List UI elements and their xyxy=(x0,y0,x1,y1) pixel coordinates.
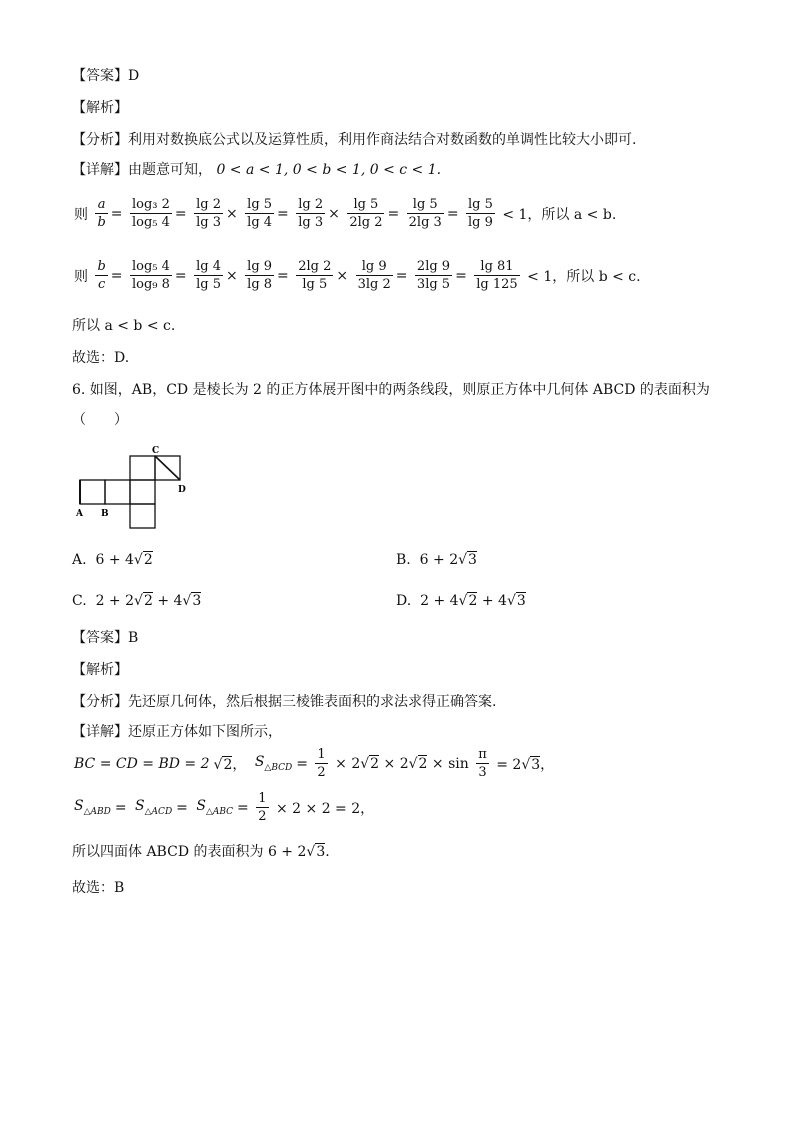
option-C: C. 2 + 2√2 + 4√3 xyxy=(72,593,202,609)
frac-lg: $\frac{2\lg 2}{\lg 5}$ xyxy=(298,259,332,292)
xiangjie-text: 由题意可知， xyxy=(128,162,212,178)
frac-lg: $\frac{\lg 81}{\lg 125}$ xyxy=(476,259,518,292)
ratio-bc-tail: < 1，所以 b < c. xyxy=(527,268,641,285)
answer-value: D xyxy=(128,68,140,84)
frac-lg: $\frac{\lg 9}{3\lg 2}$ xyxy=(357,259,391,292)
fenxi-label: 【分析】 xyxy=(72,694,128,710)
analysis-label: 【解析】 xyxy=(72,100,128,116)
label-C: C xyxy=(152,446,160,456)
choice-5: 故选：D. xyxy=(72,350,130,366)
option-A: A. 6 + 4√2 xyxy=(72,552,153,568)
frac-lg: $\frac{2\lg 9}{3\lg 5}$ xyxy=(416,259,451,292)
frac-lg: $\frac{\lg 5}{2\lg 2}$ xyxy=(349,197,383,230)
answer-label: 【答案】 xyxy=(72,68,128,84)
ze-text: 则 xyxy=(74,268,88,285)
answer-line-5 xyxy=(72,66,139,86)
xiangjie-label: 【详解】 xyxy=(72,724,128,740)
frac-lg: $\frac{\lg 5}{\lg 9}$ xyxy=(468,197,493,230)
ze-text: 则 xyxy=(74,206,88,223)
conclusion-5: 所以 a < b < c. xyxy=(72,318,176,334)
fenxi-label: 【分析】 xyxy=(72,132,128,148)
frac-lg: $\frac{\lg 4}{\lg 5}$ xyxy=(196,259,221,292)
frac-lg: $\frac{\lg 9}{\lg 8}$ xyxy=(247,259,273,292)
question-6-stem: 6. 如图，AB，CD 是棱长为 2 的正方体展开图中的两条线段，则原正方体中几何体 ABCD 的表面积为 xyxy=(72,382,710,398)
equation-side-areas: $S_{\triangle ABD} = S_{\triangle ACD} = S_{\triangle ABC}$ = $\frac{1}{2}$ × 2 × 2 = 2， xyxy=(74,791,375,824)
ratio-bc-equation: 则 $\frac{b}{c}$ = $\frac{\text{log₅ 4}}{\text{log₉ 8}}$ = $\frac{\lg 4}{\lg 5}$ × $\frac{\lg 9}{\lg 8}$ = $\frac{2\lg 2}{\lg 5}$ × $\frac{\lg 9}{3\lg 2}$ = $\frac{2\lg 9}{3\lg 5}$ = $\frac{\lg 81}{\lg 125}$ < 1，所以 b < c. xyxy=(74,259,641,292)
xiangjie-line-6 xyxy=(72,722,282,742)
frac-half: $\frac{1}{2}$ xyxy=(317,747,326,780)
frac-lg: $\frac{\lg 2}{\lg 3}$ xyxy=(196,197,221,230)
equation-edges-area: BC = CD = BD = 2 √2， $S_{\triangle BCD}=$ $\frac{1}{2}$ × 2√2 × 2√2 × sin $\frac{\pi}{3}$ = 2√3， xyxy=(74,747,555,780)
fenxi-line-6 xyxy=(72,692,496,712)
ratio-ab-equation: 则 $\frac{a}{b}$ = $\frac{\text{log₃ 2}}{\text{log₅ 4}}$ = $\frac{\lg 2}{\lg 3}$ × $\frac{\lg 5}{\lg 4}$ = $\frac{\lg 2}{\lg 3}$ × $\frac{\lg 5}{2\lg 2}$ = $\frac{\lg 5}{2\lg 3}$ = $\frac{\lg 5}{\lg 9}$ < 1，所以 a < b. xyxy=(74,197,617,230)
frac-log: $\frac{\text{log₃ 2}}{\text{log₅ 4}}$ xyxy=(131,197,170,230)
frac-lg: $\frac{\lg 5}{2\lg 3}$ xyxy=(408,197,442,230)
option-B: B. 6 + 2√3 xyxy=(396,552,477,568)
answer-label: 【答案】 xyxy=(72,630,128,646)
analysis-label: 【解析】 xyxy=(72,662,128,678)
analysis-heading-6 xyxy=(72,660,128,680)
fenxi-line-5 xyxy=(72,130,636,150)
frac-log: $\frac{\text{log₅ 4}}{\text{log₉ 8}}$ xyxy=(131,259,170,292)
frac-b-c: $\frac{b}{c}$ xyxy=(97,259,106,292)
choice-6: 故选：B xyxy=(72,880,125,896)
xiangjie-line-5 xyxy=(72,160,441,180)
frac-half: $\frac{1}{2}$ xyxy=(258,791,267,824)
condition-text: 0 < a < 1, 0 < b < 1, 0 < c < 1. xyxy=(216,162,442,178)
answer-value: B xyxy=(128,630,139,646)
option-D: D. 2 + 4√2 + 4√3 xyxy=(396,593,526,609)
fenxi-text: 利用对数换底公式以及运算性质，利用作商法结合对数函数的单调性比较大小即可. xyxy=(128,132,637,148)
frac-lg: $\frac{\lg 2}{\lg 3}$ xyxy=(298,197,324,230)
frac-lg: $\frac{\lg 5}{\lg 4}$ xyxy=(247,197,273,230)
frac-pi-3: $\frac{\pi}{3}$ xyxy=(478,747,487,780)
ratio-ab-tail: < 1，所以 a < b. xyxy=(502,206,617,223)
summary-6: 所以四面体 ABCD 的表面积为 6 + 2√3. xyxy=(72,844,330,860)
label-B: B xyxy=(101,509,109,519)
answer-line-6 xyxy=(72,628,138,648)
analysis-heading-5 xyxy=(72,98,128,118)
label-D: D xyxy=(178,485,186,495)
xiangjie-label: 【详解】 xyxy=(72,162,128,178)
xiangjie-text: 还原正方体如下图所示， xyxy=(128,724,282,740)
cube-net-figure xyxy=(72,440,196,536)
label-A: A xyxy=(76,509,83,519)
question-6-paren: （ ） xyxy=(72,412,128,428)
fenxi-text: 先还原几何体，然后根据三棱锥表面积的求法求得正确答案. xyxy=(128,694,497,710)
frac-a-b: $\frac{a}{b}$ xyxy=(97,197,106,230)
